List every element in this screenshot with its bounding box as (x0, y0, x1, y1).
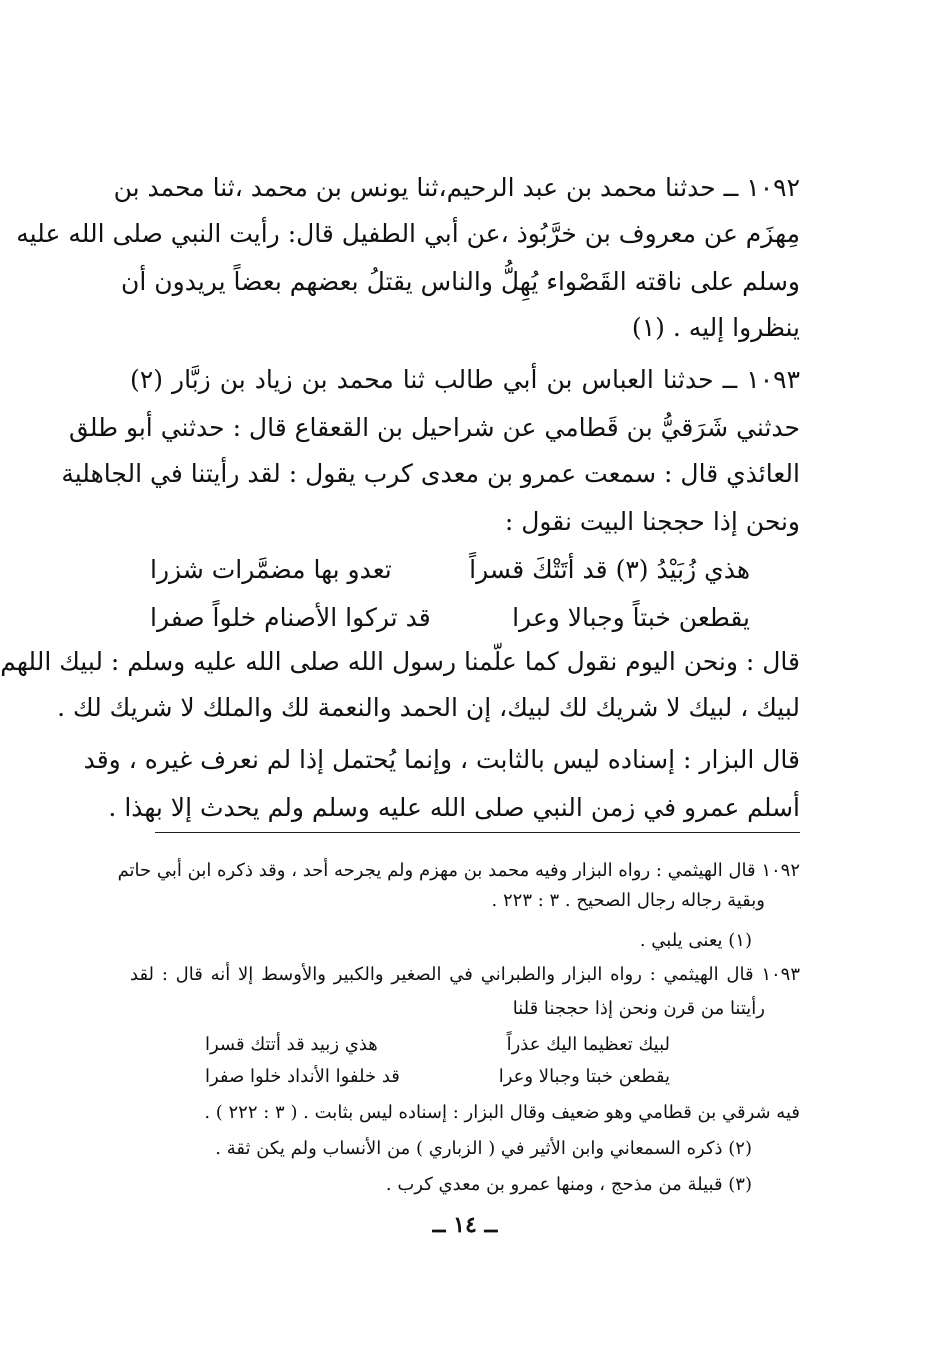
text-line: أسلم عمرو في زمن النبي صلى الله عليه وسلم ولم يحدث إلا بهذا . (108, 793, 800, 822)
poem-hemistich: قد خلفوا الأنداد خلوا صفرا (205, 1066, 400, 1087)
poem-hemistich: يقطعن خبتاً وجبالا وعرا (512, 603, 750, 632)
text-line: ينظروا إليه . (١) (631, 313, 800, 342)
text-line: قال البزار : إسناده ليس بالثابت ، وإنما يُحتمل إذا لم نعرف غيره ، وقد (83, 745, 800, 774)
footnote-divider (155, 832, 800, 833)
text-line: العائذي قال : سمعت عمرو بن معدى كرب يقول : لقد رأيتنا في الجاهلية (61, 459, 800, 488)
footnote-line: ١٠٩٢ قال الهيثمي : رواه البزار وفيه محمد بن مهزم ولم يجرحه أحد ، وقد ذكره ابن أبي حاتم (117, 860, 800, 881)
footnote-line: ١٠٩٣ قال الهيثمي : رواه البزار والطبراني في الصغير والكبير والأوسط إلا أنه قال : لقد (130, 964, 800, 985)
text-line: لبيك ، لبيك لا شريك لك لبيك، إن الحمد والنعمة لك والملك لا شريك لك . (57, 693, 800, 722)
poem-hemistich: لبيك تعظيما اليك عذراً (506, 1034, 670, 1055)
footnote-line: (٢) ذكره السمعاني وابن الأثير في ( الزباري ) من الأنساب ولم يكن ثقة . (215, 1138, 752, 1159)
footnote-line: (٣) قبيلة من مذحج ، ومنها عمرو بن معدي كرب . (385, 1174, 752, 1195)
text-line: مِهزَم عن معروف بن خرَّبُوذ ،عن أبي الطفيل قال: رأيت النبي صلى الله عليه (16, 219, 800, 248)
footnote-line: رأيتنا من قرن ونحن إذا حججنا قلنا (512, 998, 765, 1019)
poem-hemistich: قد تركوا الأصنام خلواً صفرا (150, 603, 431, 632)
text-line: ١٠٩٣ ــ حدثنا العباس بن أبي طالب ثنا محمد بن زياد بن زبَّار (٢) (130, 365, 800, 394)
text-line: ونحن إذا حججنا البيت نقول : (504, 507, 800, 536)
footnote-poem-verse (205, 1062, 670, 1092)
poem-verse (150, 550, 750, 590)
page-number: ــ ١٤ ــ (432, 1212, 498, 1238)
poem-hemistich: هذي زُبَيْدُ (٣) قد أتَتْكَ قسراً (469, 555, 750, 584)
text-line: وسلم على ناقته القَصْواء يُهِلُّ والناس يقتلُ بعضهم بعضاً يريدون أن (121, 267, 800, 296)
footnote-line: فيه شرقي بن قطامي وهو ضعيف وقال البزار : إسناده ليس بثابت . ( ٣ : ٢٢٢ ) . (204, 1102, 800, 1123)
text-line: حدثني شَرَقيُّ بن قَطامي عن شراحيل بن القعقاع قال : حدثني أبو طلق (68, 413, 800, 442)
text-line: ١٠٩٢ ــ حدثنا محمد بن عبد الرحيم،ثنا يونس بن محمد ،ثنا محمد بن (113, 173, 800, 202)
poem-hemistich: يقطعن خبتا وجبالا وعرا (498, 1066, 670, 1087)
footnote-line: وبقية رجاله رجال الصحيح . ٣ : ٢٢٣ . (491, 890, 765, 911)
poem-hemistich: هذي زبيد قد أتتك قسرا (205, 1034, 378, 1055)
poem-hemistich: تعدو بها مضمَّرات شزرا (150, 555, 392, 584)
poem-verse (150, 598, 750, 638)
footnote-poem-verse (205, 1030, 670, 1060)
text-line: قال : ونحن اليوم نقول كما علّمنا رسول الله صلى الله عليه وسلم : لبيك اللهم (0, 647, 800, 676)
footnote-line: (١) يعنى يلبي . (639, 930, 752, 951)
